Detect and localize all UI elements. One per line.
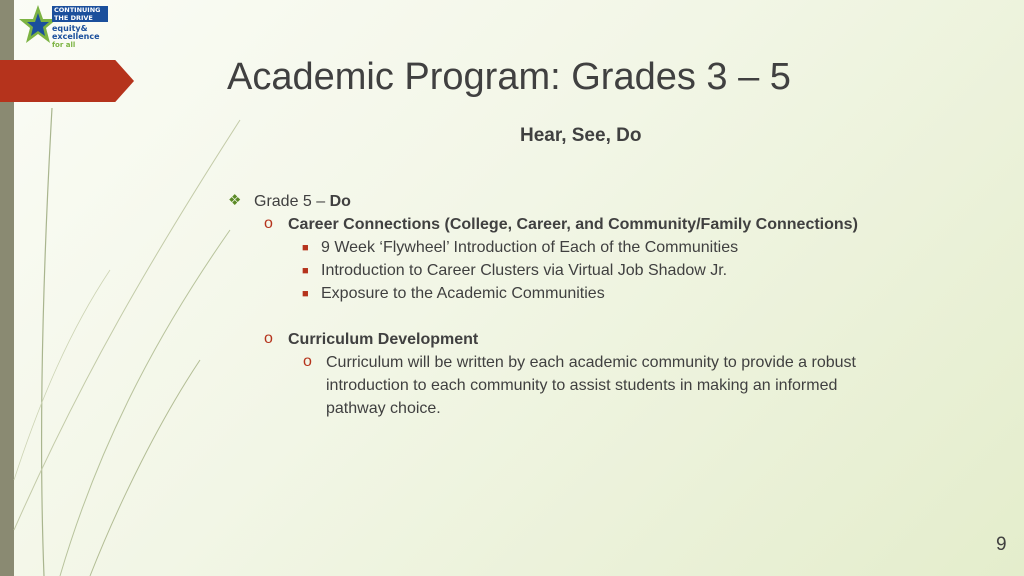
curriculum-line: Curriculum will be written by each academic community to provide a robust	[326, 354, 856, 371]
red-arrow-accent	[0, 60, 134, 102]
logo-line-2: THE DRIVE	[52, 14, 108, 22]
logo	[18, 3, 101, 53]
square-bullet-icon: ■	[302, 288, 309, 300]
career-item: 9 Week ‘Flywheel’ Introduction of Each of the Communities	[321, 239, 739, 256]
grade-line	[254, 193, 351, 211]
career-heading-text: Career Connections (College, Career, and Community/Family Connections)	[288, 216, 858, 233]
circle-bullet-icon: o	[303, 353, 312, 370]
grade-bold: Do	[329, 193, 351, 210]
career-heading	[288, 216, 858, 234]
slide-subtitle: Hear, See, Do	[520, 125, 642, 146]
curriculum-heading-text: Curriculum Development	[288, 331, 479, 348]
curriculum-line: introduction to each community to assist students in making an informed	[326, 377, 838, 394]
slide-title: Academic Program: Grades 3 – 5	[227, 56, 791, 98]
career-item: Exposure to the Academic Communities	[321, 285, 605, 302]
logo-line-3: equity&	[52, 24, 88, 33]
curriculum-line: pathway choice.	[326, 400, 441, 417]
career-item: Introduction to Career Clusters via Virtual Job Shadow Jr.	[321, 262, 728, 279]
circle-bullet-icon: o	[264, 215, 273, 232]
logo-line-4: excellence	[52, 32, 100, 41]
page-number: 9	[996, 534, 1007, 555]
curriculum-heading	[288, 331, 478, 349]
diamond-bullet-icon: ❖	[228, 192, 242, 209]
logo-line-1: CONTINUING	[52, 6, 108, 14]
square-bullet-icon: ■	[302, 265, 309, 277]
circle-bullet-icon: o	[264, 330, 273, 347]
logo-line-5: for all	[52, 41, 76, 49]
grade-prefix: Grade 5 –	[254, 193, 330, 210]
square-bullet-icon: ■	[302, 242, 309, 254]
